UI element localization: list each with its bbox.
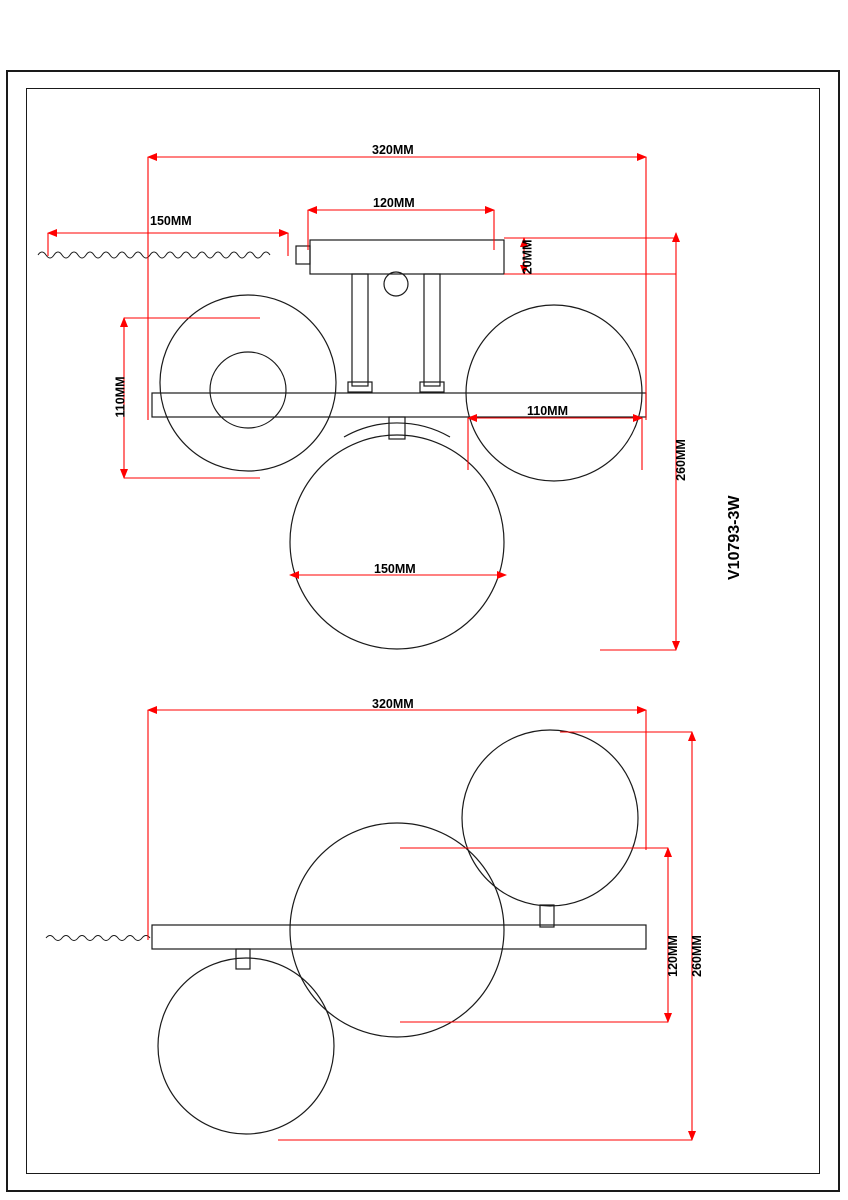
dim-label-front-right-globe: 110MM bbox=[527, 404, 568, 418]
dim-label-front-left-globe: 110MM bbox=[113, 376, 128, 418]
dim-label-front-canopy-width: 120MM bbox=[373, 196, 415, 210]
dim-label-front-height-total: 260MM bbox=[673, 439, 688, 481]
dim-label-front-canopy-height: 20MM bbox=[520, 239, 535, 275]
dim-label-side-height-total: 260MM bbox=[689, 935, 704, 977]
front-view-geometry bbox=[38, 240, 646, 649]
dim-label-side-globe: 120MM bbox=[665, 935, 680, 977]
part-number-label: V10793-3W bbox=[726, 495, 743, 580]
front-view-dimensions bbox=[48, 157, 676, 650]
dim-label-front-bottom-globe: 150MM bbox=[374, 562, 416, 576]
dim-label-front-width-total: 320MM bbox=[372, 143, 414, 157]
side-view-geometry bbox=[46, 730, 646, 1134]
dim-label-side-width-total: 320MM bbox=[372, 697, 414, 711]
dim-label-front-left-offset: 150MM bbox=[150, 214, 192, 228]
